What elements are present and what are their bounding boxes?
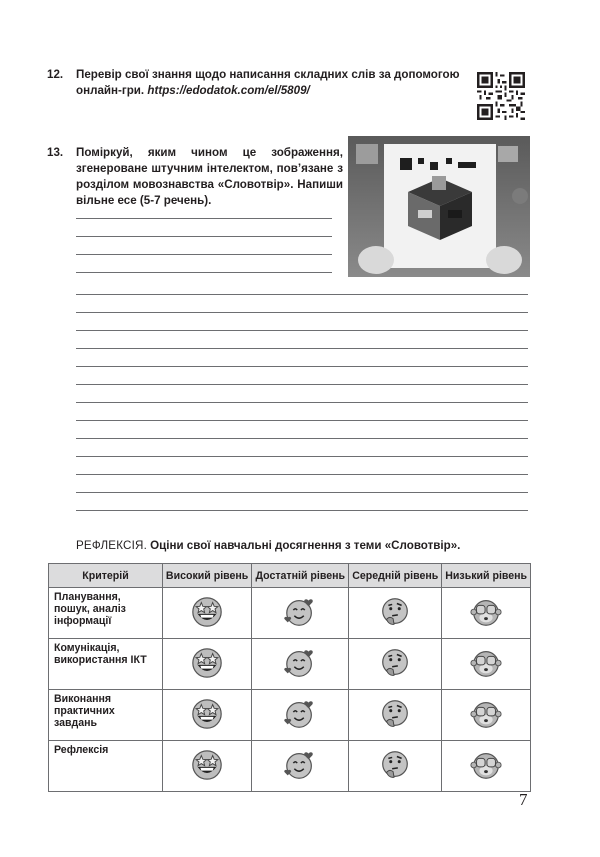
- thinking-emoji-icon[interactable]: [378, 646, 412, 680]
- writing-line[interactable]: [76, 402, 528, 403]
- thinking-emoji-icon[interactable]: [378, 748, 412, 782]
- smiling-hearts-emoji-icon[interactable]: [283, 646, 317, 680]
- self-assessment-table: [48, 563, 531, 792]
- writing-line[interactable]: [76, 456, 528, 457]
- criterion-label: Комунікація, використання ІКТ: [49, 639, 163, 690]
- star-struck-emoji-icon[interactable]: [190, 748, 224, 782]
- criterion-label: Планування, пошук, аналіз інформації: [49, 588, 163, 639]
- header-high: Високий рівень: [163, 564, 252, 588]
- ai-generated-image: [348, 136, 530, 277]
- see-no-evil-emoji-icon[interactable]: [469, 748, 503, 782]
- see-no-evil-emoji-icon[interactable]: [469, 646, 503, 680]
- see-no-evil-emoji-icon[interactable]: [469, 595, 503, 629]
- table-row: [49, 741, 531, 792]
- star-struck-emoji-icon[interactable]: [190, 646, 224, 680]
- criterion-label: Виконання практичних завдань: [49, 690, 163, 741]
- writing-line[interactable]: [76, 366, 528, 367]
- smiling-hearts-emoji-icon[interactable]: [283, 697, 317, 731]
- table-row: [49, 690, 531, 741]
- writing-line[interactable]: [76, 312, 528, 313]
- writing-line[interactable]: [76, 474, 528, 475]
- reflection-label: РЕФЛЕКСІЯ: [76, 539, 144, 552]
- header-low: Низький рівень: [442, 564, 531, 588]
- reflection-heading: РЕФЛЕКСІЯ. Оціни свої навчальні досягнення з теми «Словотвір».: [76, 539, 461, 552]
- see-no-evil-emoji-icon[interactable]: [469, 697, 503, 731]
- writing-line[interactable]: [76, 384, 528, 385]
- writing-line[interactable]: [76, 420, 528, 421]
- writing-line[interactable]: [76, 218, 332, 219]
- thinking-emoji-icon[interactable]: [378, 697, 412, 731]
- star-struck-emoji-icon[interactable]: [190, 697, 224, 731]
- table-row: [49, 639, 531, 690]
- task-text: Перевір свої знання щодо написання складних слів за допомогою онлайн-гри.: [76, 68, 460, 97]
- writing-line[interactable]: [76, 348, 528, 349]
- task-number: 12.: [47, 68, 64, 81]
- criterion-label: Рефлексія: [49, 741, 163, 792]
- writing-line[interactable]: [76, 236, 332, 237]
- header-criterion: Критерій: [49, 564, 163, 588]
- reflection-prompt: Оціни свої навчальні досягнення з теми «Словотвір».: [150, 539, 461, 552]
- writing-line[interactable]: [76, 438, 528, 439]
- table-row: [49, 588, 531, 639]
- smiling-hearts-emoji-icon[interactable]: [283, 595, 317, 629]
- task-number: 13.: [47, 146, 64, 159]
- table-header-row: [49, 564, 531, 588]
- writing-line[interactable]: [76, 330, 528, 331]
- writing-line[interactable]: [76, 254, 332, 255]
- task-text: Поміркуй, яким чином це зображення, згенероване штучним інтелектом, пов’язане з розділом мовознавства «Словотвір». Напиши вільне есе (5-7 речень).: [76, 146, 343, 207]
- header-medium: Середній рівень: [349, 564, 442, 588]
- writing-line[interactable]: [76, 272, 332, 273]
- task-13: [47, 145, 343, 209]
- task-12: [47, 67, 467, 99]
- writing-line[interactable]: [76, 492, 528, 493]
- thinking-emoji-icon[interactable]: [378, 595, 412, 629]
- task-link[interactable]: https://edodatok.com/el/5809/: [147, 84, 310, 97]
- writing-line[interactable]: [76, 510, 528, 511]
- page-number: 7: [519, 790, 528, 809]
- qr-code-icon[interactable]: [477, 72, 525, 120]
- smiling-hearts-emoji-icon[interactable]: [283, 748, 317, 782]
- header-sufficient: Достатній рівень: [252, 564, 349, 588]
- star-struck-emoji-icon[interactable]: [190, 595, 224, 629]
- writing-line[interactable]: [76, 294, 528, 295]
